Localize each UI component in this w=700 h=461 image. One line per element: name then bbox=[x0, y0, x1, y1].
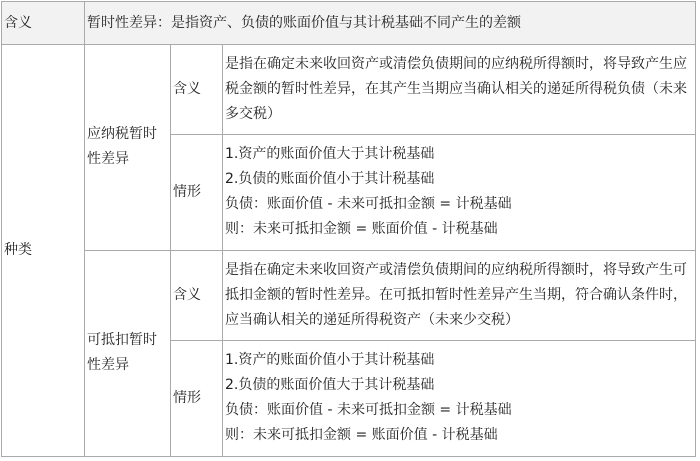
deductible-meaning-text: 是指在确定未来收回资产或清偿负债期间的应纳税所得额时，将导致产生可抵扣金额的暂时性差异。在可抵扣暂时性差异产生当期，符合确认条件时，应当确认相关的递延所得税资产（未来少交税） bbox=[223, 250, 696, 340]
list-item: 负债：账面价值 - 未来可抵扣金额 = 计税基础 bbox=[225, 402, 512, 419]
list-item: 1.资产的账面价值大于其计税基础 bbox=[225, 146, 435, 163]
table-row bbox=[2, 250, 696, 340]
deductible-meaning-label: 含义 bbox=[171, 250, 223, 340]
deductible-situation-label: 情形 bbox=[171, 340, 223, 456]
deductible-situation-list bbox=[223, 340, 696, 456]
list-item: 1.资产的账面价值小于其计税基础 bbox=[225, 352, 435, 369]
list-item: 则：未来可抵扣金额 = 账面价值 - 计税基础 bbox=[225, 427, 498, 444]
taxable-meaning-text: 是指在确定未来收回资产或清偿负债期间的应纳税所得额时，将导致产生应税金额的暂时性差异，在其产生当期应当确认相关的递延所得税负债（未来多交税） bbox=[223, 45, 696, 135]
category-label: 种类 bbox=[2, 45, 85, 457]
deductible-difference-label: 可抵扣暂时性差异 bbox=[85, 250, 171, 456]
meaning-header-cell: 含义 bbox=[2, 2, 85, 45]
list-item: 负债：账面价值 - 未来可抵扣金额 = 计税基础 bbox=[225, 196, 512, 213]
taxable-situation-list bbox=[223, 135, 696, 250]
taxable-situation-label: 情形 bbox=[171, 135, 223, 250]
deferred-tax-table bbox=[1, 1, 696, 457]
definition-cell: 暂时性差异：是指资产、负债的账面价值与其计税基础不同产生的差额 bbox=[85, 2, 696, 45]
taxable-meaning-label: 含义 bbox=[171, 45, 223, 135]
table-row bbox=[2, 45, 696, 135]
list-item: 则：未来可抵扣金额 = 账面价值 - 计税基础 bbox=[225, 221, 498, 238]
table-row bbox=[2, 2, 696, 45]
list-item: 2.负债的账面价值大于其计税基础 bbox=[225, 377, 435, 394]
taxable-difference-label: 应纳税暂时性差异 bbox=[85, 45, 171, 250]
list-item: 2.负债的账面价值小于其计税基础 bbox=[225, 171, 435, 188]
